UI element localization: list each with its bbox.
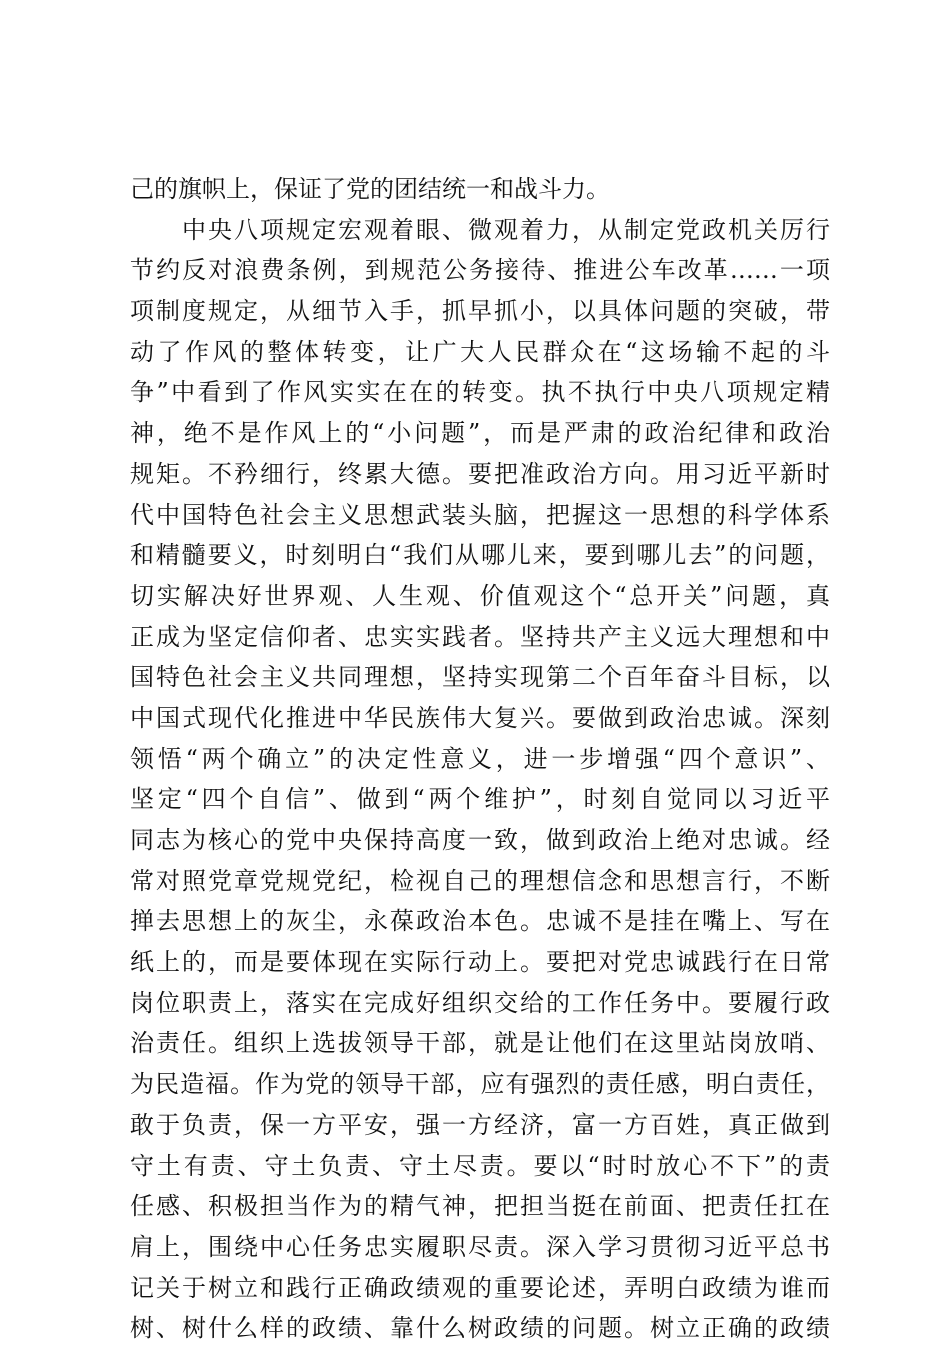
text-line: 节约反对浪费条例，到规范公务接待、推进公车改革……一项 bbox=[130, 256, 830, 285]
text-line: 中央八项规定宏观着眼、微观着力，从制定党政机关厉行 bbox=[130, 215, 830, 244]
text-line: 规矩。不矜细行，终累大德。要把准政治方向。用习近平新时 bbox=[130, 459, 830, 488]
body-text bbox=[130, 169, 830, 1349]
text-line: 己的旗帜上，保证了党的团结统一和战斗力。 bbox=[130, 175, 610, 203]
text-line: 掸去思想上的灰尘，永葆政治本色。忠诚不是挂在嘴上、写在 bbox=[130, 907, 830, 936]
text-line: 代中国特色社会主义思想武装头脑，把握这一思想的科学体系 bbox=[130, 500, 830, 529]
text-line: 树、树什么样的政绩、靠什么树政绩的问题。树立正确的政绩 bbox=[130, 1314, 830, 1343]
text-line: 治责任。组织上选拔领导干部，就是让他们在这里站岗放哨、 bbox=[130, 1029, 830, 1058]
text-line: 记关于树立和践行正确政绩观的重要论述，弄明白政绩为谁而 bbox=[130, 1273, 830, 1302]
text-line: 敢于负责，保一方平安，强一方经济，富一方百姓，真正做到 bbox=[130, 1110, 830, 1139]
text-line: 国特色社会主义共同理想，坚持实现第二个百年奋斗目标，以 bbox=[130, 663, 830, 692]
text-line: 动了作风的整体转变，让广大人民群众在“这场输不起的斗 bbox=[130, 337, 830, 366]
text-line: 为民造福。作为党的领导干部，应有强烈的责任感，明白责任， bbox=[130, 1070, 830, 1099]
text-line: 中国式现代化推进中华民族伟大复兴。要做到政治忠诚。深刻 bbox=[130, 703, 830, 732]
text-line: 切实解决好世界观、人生观、价值观这个“总开关”问题，真 bbox=[130, 581, 830, 610]
text-line: 守土有责、守土负责、守土尽责。要以“时时放心不下”的责 bbox=[130, 1151, 830, 1180]
text-line: 肩上，围绕中心任务忠实履职尽责。深入学习贯彻习近平总书 bbox=[130, 1232, 830, 1261]
text-line: 和精髓要义，时刻明白“我们从哪儿来，要到哪儿去”的问题， bbox=[130, 541, 830, 570]
text-line: 神，绝不是作风上的“小问题”，而是严肃的政治纪律和政治 bbox=[130, 419, 830, 448]
text-line: 领悟“两个确立”的决定性意义，进一步增强“四个意识”、 bbox=[130, 744, 830, 773]
text-line: 岗位职责上，落实在完成好组织交给的工作任务中。要履行政 bbox=[130, 988, 830, 1017]
text-line: 常对照党章党规党纪，检视自己的理想信念和思想言行，不断 bbox=[130, 866, 830, 895]
text-line: 争”中看到了作风实实在在的转变。执不执行中央八项规定精 bbox=[130, 378, 830, 407]
text-line: 坚定“四个自信”、做到“两个维护”，时刻自觉同以习近平 bbox=[130, 785, 830, 814]
text-line: 纸上的，而是要体现在实际行动上。要把对党忠诚践行在日常 bbox=[130, 948, 830, 977]
text-line: 任感、积极担当作为的精气神，把担当挺在前面、把责任扛在 bbox=[130, 1192, 830, 1221]
text-line: 项制度规定，从细节入手，抓早抓小，以具体问题的突破，带 bbox=[130, 297, 830, 326]
text-line: 同志为核心的党中央保持高度一致，做到政治上绝对忠诚。经 bbox=[130, 826, 830, 854]
text-line: 正成为坚定信仰者、忠实实践者。坚持共产主义远大理想和中 bbox=[130, 622, 830, 651]
